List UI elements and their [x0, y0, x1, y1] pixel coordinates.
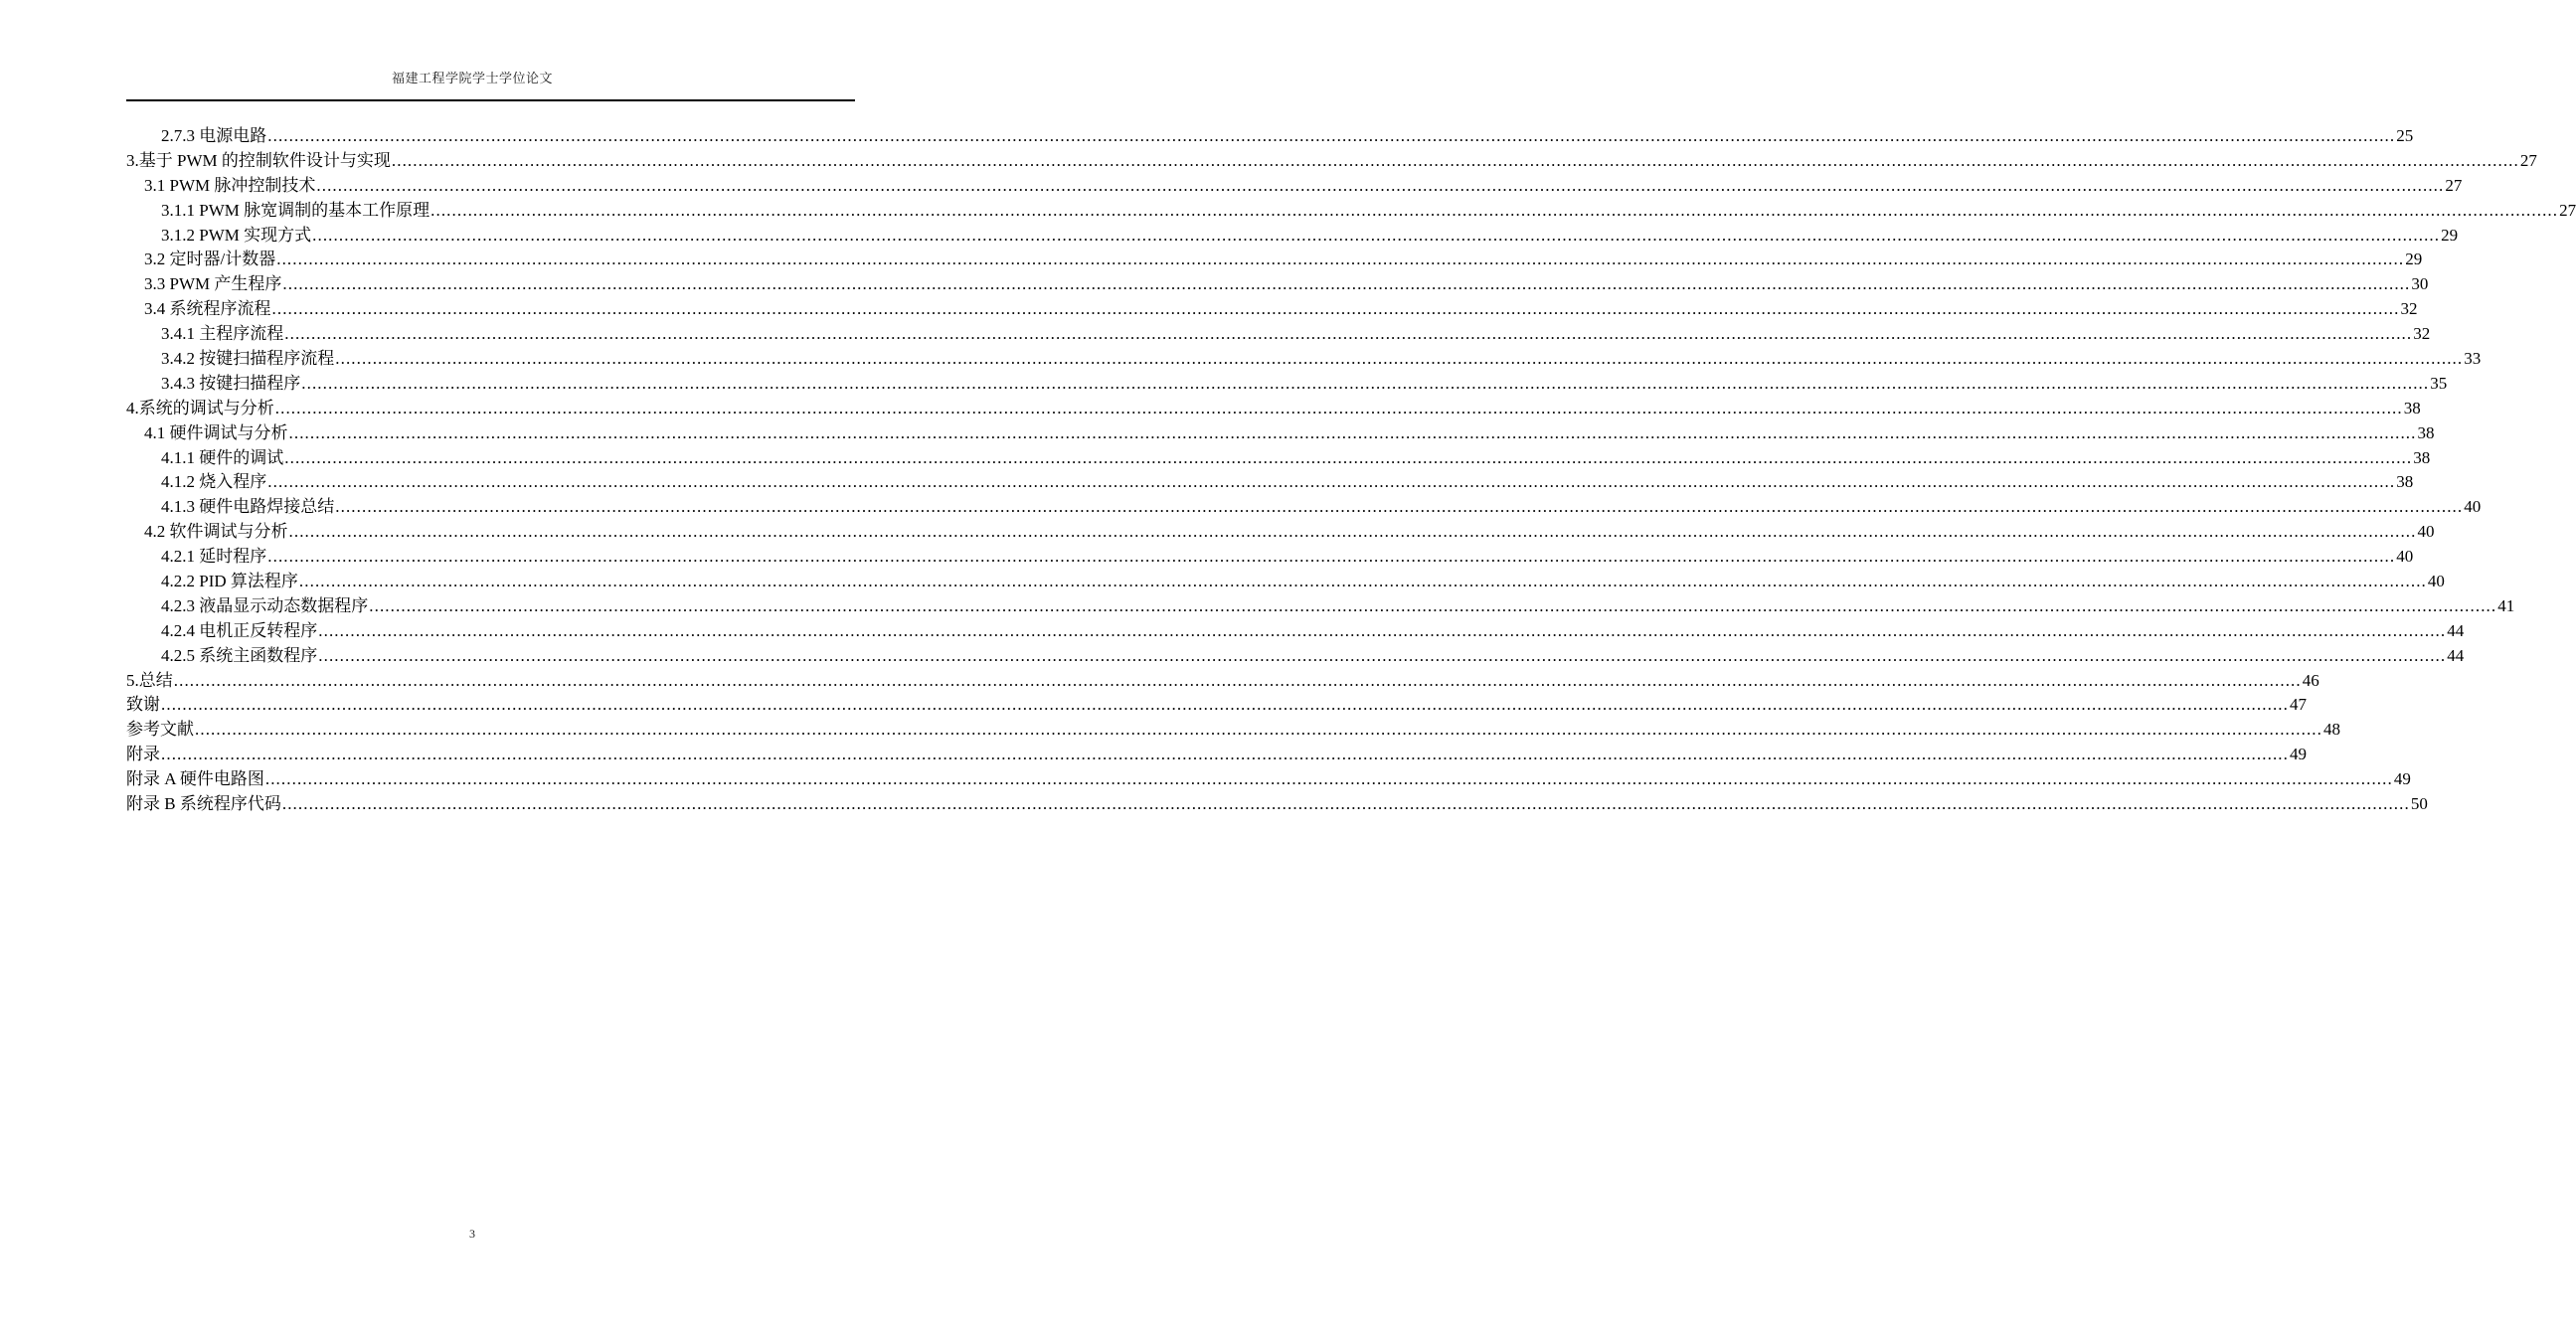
toc-entry[interactable]	[126, 224, 2459, 249]
toc-entry-page: 38	[2417, 422, 2435, 442]
dot-leader: ................................................................................................................................................................................................................................................................................................................................................................................................................	[267, 126, 2396, 145]
toc-entry-label: 3.3 PWM 产生程序	[144, 274, 282, 294]
dot-leader: ................................................................................................................................................................................................................................................................................................................................................................................................................	[298, 572, 2427, 591]
toc-entry[interactable]	[126, 124, 2414, 149]
toc-entry-page: 40	[2464, 497, 2482, 517]
toc-entry-page: 40	[2417, 522, 2435, 542]
dot-leader: ................................................................................................................................................................................................................................................................................................................................................................................................................	[274, 398, 2403, 418]
toc-entry-label: 3.1.2 PWM 实现方式	[161, 225, 312, 245]
toc-entry-page: 27	[2445, 175, 2463, 195]
toc-entry-label: 附录 A 硬件电路图	[126, 769, 264, 789]
toc-entry[interactable]	[126, 693, 2307, 718]
toc-entry-label: 4.1.2 烧入程序	[161, 472, 267, 492]
toc-entry-page: 38	[2413, 447, 2431, 467]
toc-entry-label: 3.1 PWM 脉冲控制技术	[144, 175, 316, 195]
toc-entry[interactable]	[126, 272, 2429, 297]
toc-entry-page: 32	[2413, 324, 2431, 344]
toc-entry-page: 44	[2447, 620, 2465, 640]
toc-entry-label: 5.总结	[126, 670, 173, 690]
toc-entry-label: 附录 B 系统程序代码	[126, 794, 281, 814]
toc-entry-page: 29	[2405, 250, 2423, 269]
toc-entry-label: 3.1.1 PWM 脉宽调制的基本工作原理	[161, 200, 430, 220]
toc-entry-label: 4.2.5 系统主函数程序	[161, 645, 318, 665]
dot-leader: ................................................................................................................................................................................................................................................................................................................................................................................................................	[161, 745, 2289, 764]
toc-entry[interactable]	[126, 619, 2465, 644]
dot-leader: ................................................................................................................................................................................................................................................................................................................................................................................................................	[284, 447, 2413, 467]
toc-entry[interactable]	[126, 297, 2418, 322]
toc-entry[interactable]	[126, 470, 2414, 495]
toc-entry-label: 3.4 系统程序流程	[144, 299, 271, 319]
toc-entry-label: 4.2 软件调试与分析	[144, 522, 288, 542]
dot-leader: ................................................................................................................................................................................................................................................................................................................................................................................................................	[267, 547, 2396, 567]
header-rule	[126, 99, 855, 101]
toc-entry-label: 致谢	[126, 695, 160, 715]
dot-leader: ................................................................................................................................................................................................................................................................................................................................................................................................................	[318, 620, 2447, 640]
toc-entry[interactable]	[126, 347, 2482, 372]
toc-entry[interactable]	[126, 594, 2515, 619]
toc-entry-label: 4.2.4 电机正反转程序	[161, 620, 318, 640]
toc-entry-page: 35	[2430, 373, 2448, 393]
toc-entry[interactable]	[126, 322, 2431, 347]
dot-leader: ................................................................................................................................................................................................................................................................................................................................................................................................................	[264, 769, 2393, 789]
dot-leader: ................................................................................................................................................................................................................................................................................................................................................................................................................	[195, 720, 2322, 740]
toc-entry-label: 4.1.3 硬件电路焊接总结	[161, 497, 335, 517]
dot-leader: ................................................................................................................................................................................................................................................................................................................................................................................................................	[281, 794, 2410, 814]
toc-entry-page: 29	[2441, 225, 2459, 245]
toc-entry-page: 40	[2427, 572, 2445, 591]
toc-entry-label: 3.4.2 按键扫描程序流程	[161, 349, 335, 369]
toc-entry-page: 33	[2464, 349, 2482, 369]
dot-leader: ................................................................................................................................................................................................................................................................................................................................................................................................................	[284, 324, 2413, 344]
toc-entry[interactable]	[126, 372, 2448, 397]
toc-entry-label: 3.基于 PWM 的控制软件设计与实现	[126, 150, 391, 170]
toc-entry-page: 32	[2400, 299, 2418, 319]
toc-entry[interactable]	[126, 792, 2428, 817]
page-number: 3	[469, 1227, 475, 1241]
dot-leader: ................................................................................................................................................................................................................................................................................................................................................................................................................	[276, 250, 2405, 269]
dot-leader: ................................................................................................................................................................................................................................................................................................................................................................................................................	[318, 645, 2447, 665]
toc-entry[interactable]	[126, 570, 2445, 594]
toc-entry-label: 4.系统的调试与分析	[126, 398, 274, 418]
dot-leader: ................................................................................................................................................................................................................................................................................................................................................................................................................	[312, 225, 2441, 245]
toc-entry[interactable]	[126, 495, 2482, 520]
toc-entry-page: 41	[2497, 595, 2515, 615]
toc-entry-page: 49	[2290, 745, 2307, 764]
toc-entry-label: 3.2 定时器/计数器	[144, 250, 276, 269]
dot-leader: ................................................................................................................................................................................................................................................................................................................................................................................................................	[288, 522, 2417, 542]
toc-entry-page: 50	[2410, 794, 2428, 814]
toc-entry[interactable]	[126, 718, 2340, 743]
toc-entry[interactable]	[126, 545, 2414, 570]
toc-entry-label: 3.4.1 主程序流程	[161, 324, 284, 344]
toc-entry[interactable]	[126, 520, 2435, 545]
toc-entry-page: 27	[2559, 200, 2576, 220]
dot-leader: ................................................................................................................................................................................................................................................................................................................................................................................................................	[430, 200, 2559, 220]
toc-entry[interactable]	[126, 446, 2431, 471]
dot-leader: ................................................................................................................................................................................................................................................................................................................................................................................................................	[267, 472, 2396, 492]
toc-entry-page: 27	[2519, 150, 2537, 170]
dot-leader: ................................................................................................................................................................................................................................................................................................................................................................................................................	[173, 670, 2302, 690]
toc-entry-label: 4.1.1 硬件的调试	[161, 447, 284, 467]
toc-entry-label: 附录	[126, 745, 160, 764]
toc-entry-page: 44	[2447, 645, 2465, 665]
toc-entry-label: 3.4.3 按键扫描程序	[161, 373, 301, 393]
dot-leader: ................................................................................................................................................................................................................................................................................................................................................................................................................	[161, 695, 2289, 715]
toc-entry[interactable]	[126, 421, 2435, 446]
toc-entry-label: 4.2.2 PID 算法程序	[161, 572, 298, 591]
toc-entry-label: 4.2.3 液晶显示动态数据程序	[161, 595, 369, 615]
toc-entry[interactable]	[126, 767, 2411, 792]
toc-entry[interactable]	[126, 669, 2319, 694]
toc-entry-page: 48	[2323, 720, 2340, 740]
toc-entry-page: 30	[2411, 274, 2429, 294]
table-of-contents	[126, 124, 2576, 817]
toc-entry[interactable]	[126, 149, 2537, 174]
toc-entry[interactable]	[126, 743, 2307, 767]
toc-entry[interactable]	[126, 644, 2465, 669]
toc-entry[interactable]	[126, 248, 2423, 272]
toc-entry-page: 40	[2396, 547, 2414, 567]
toc-entry-label: 2.7.3 电源电路	[161, 126, 267, 145]
toc-entry[interactable]	[126, 174, 2463, 199]
dot-leader: ................................................................................................................................................................................................................................................................................................................................................................................................................	[335, 349, 2464, 369]
toc-entry[interactable]	[126, 199, 2576, 224]
toc-entry-page: 38	[2396, 472, 2414, 492]
running-header: 福建工程学院学士学位论文	[391, 71, 553, 85]
toc-entry-page: 25	[2396, 126, 2414, 145]
dot-leader: ................................................................................................................................................................................................................................................................................................................................................................................................................	[282, 274, 2411, 294]
dot-leader: ................................................................................................................................................................................................................................................................................................................................................................................................................	[288, 422, 2417, 442]
dot-leader: ................................................................................................................................................................................................................................................................................................................................................................................................................	[335, 497, 2464, 517]
dot-leader: ................................................................................................................................................................................................................................................................................................................................................................................................................	[271, 299, 2400, 319]
toc-entry[interactable]	[126, 397, 2421, 421]
dot-leader: ................................................................................................................................................................................................................................................................................................................................................................................................................	[316, 175, 2445, 195]
toc-entry-label: 4.1 硬件调试与分析	[144, 422, 288, 442]
dot-leader: ................................................................................................................................................................................................................................................................................................................................................................................................................	[391, 150, 2519, 170]
toc-entry-page: 38	[2403, 398, 2421, 418]
toc-entry-page: 46	[2302, 670, 2319, 690]
dot-leader: ................................................................................................................................................................................................................................................................................................................................................................................................................	[301, 373, 2430, 393]
toc-entry-label: 4.2.1 延时程序	[161, 547, 267, 567]
dot-leader: ................................................................................................................................................................................................................................................................................................................................................................................................................	[369, 595, 2497, 615]
toc-entry-label: 参考文献	[126, 720, 194, 740]
toc-entry-page: 49	[2393, 769, 2411, 789]
toc-entry-page: 47	[2290, 695, 2307, 715]
